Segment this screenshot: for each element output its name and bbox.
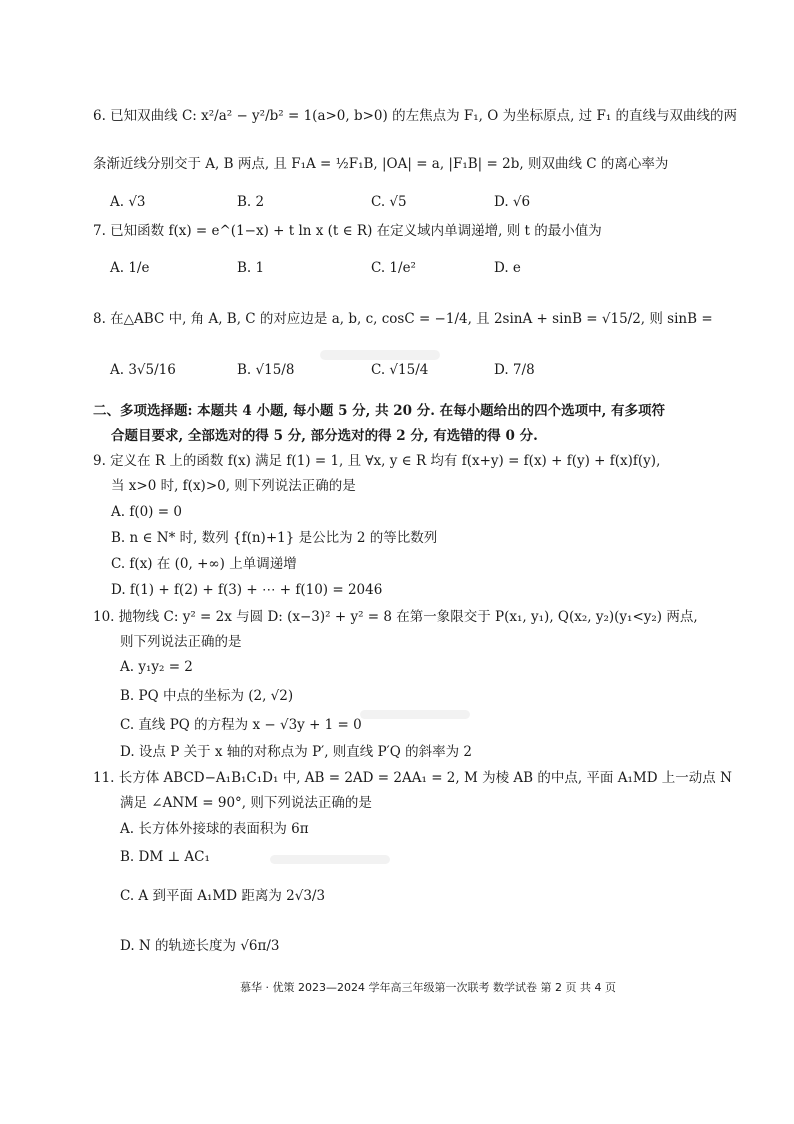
q9-stem-line2: 当 x>0 时, f(x)>0, 则下列说法正确的是 — [111, 478, 356, 494]
q11-stem-line2: 满足 ∠ANM = 90°, 则下列说法正确的是 — [120, 795, 372, 811]
scan-smudge — [360, 710, 470, 719]
q11-option-b: B. DM ⊥ AC₁ — [120, 849, 210, 865]
q10-option-a: A. y₁y₂ = 2 — [120, 659, 193, 675]
q7-option-a: A. 1/e — [110, 260, 150, 276]
q6-option-c: C. √5 — [371, 194, 407, 210]
section2-heading-line2: 合题目要求, 全部选对的得 5 分, 部分选对的得 2 分, 有选错的得 0 分. — [111, 428, 538, 444]
q10-option-c: C. 直线 PQ 的方程为 x − √3y + 1 = 0 — [120, 717, 362, 733]
q7-option-d: D. e — [494, 260, 521, 276]
q8-option-d: D. 7/8 — [494, 362, 535, 378]
q6-option-d: D. √6 — [494, 194, 531, 210]
q10-stem-line2: 则下列说法正确的是 — [120, 634, 242, 650]
scan-smudge — [270, 855, 390, 864]
scan-smudge — [320, 350, 440, 360]
q11-option-c: C. A 到平面 A₁MD 距离为 2√3/3 — [120, 888, 326, 904]
section2-heading-line1: 二、多项选择题: 本题共 4 小题, 每小题 5 分, 共 20 分. 在每小题给出的四个选项中, 有多项符 — [93, 403, 666, 419]
q11-option-d: D. N 的轨迹长度为 √6π/3 — [120, 938, 280, 954]
q10-option-b: B. PQ 中点的坐标为 (2, √2) — [120, 688, 294, 704]
q8-option-b: B. √15/8 — [237, 362, 295, 378]
q9-option-d: D. f(1) + f(2) + f(3) + ⋯ + f(10) = 2046 — [111, 582, 383, 598]
q7-option-c: C. 1/e² — [371, 260, 416, 276]
q7-stem: 7. 已知函数 f(x) = e^(1−x) + t ln x (t ∈ R) 在定义域内单调递增, 则 t 的最小值为 — [93, 223, 602, 239]
q7-option-b: B. 1 — [237, 260, 265, 276]
q9-option-c: C. f(x) 在 (0, +∞) 上单调递增 — [111, 556, 297, 572]
q11-stem-line1: 11. 长方体 ABCD−A₁B₁C₁D₁ 中, AB = 2AD = 2AA₁ = 2, M 为棱 AB 的中点, 平面 A₁MD 上一动点 N — [93, 770, 732, 786]
page-footer: 慕华 · 优策 2023—2024 学年高三年级第一次联考 数学试卷 第 2 页 共 4 页 — [240, 981, 616, 994]
q6-stem-line1: 6. 已知双曲线 C: x²/a² − y²/b² = 1(a>0, b>0) 的左焦点为 F₁, O 为坐标原点, 过 F₁ 的直线与双曲线的两 — [93, 108, 738, 124]
q10-stem-line1: 10. 抛物线 C: y² = 2x 与圆 D: (x−3)² + y² = 8 在第一象限交于 P(x₁, y₁), Q(x₂, y₂)(y₁<y₂) 两点, — [93, 609, 698, 625]
q6-stem-line2: 条渐近线分别交于 A, B 两点, 且 F₁A = ½F₁B, |OA| = a, |F₁B| = 2b, 则双曲线 C 的离心率为 — [93, 156, 669, 172]
q8-option-a: A. 3√5/16 — [110, 362, 176, 378]
q8-option-c: C. √15/4 — [371, 362, 429, 378]
q9-stem-line1: 9. 定义在 R 上的函数 f(x) 满足 f(1) = 1, 且 ∀x, y ∈ R 均有 f(x+y) = f(x) + f(y) + f(x)f(y), — [93, 453, 661, 469]
q9-option-a: A. f(0) = 0 — [111, 504, 182, 520]
q6-option-a: A. √3 — [110, 194, 146, 210]
q8-stem: 8. 在△ABC 中, 角 A, B, C 的对应边是 a, b, c, cosC = −1/4, 且 2sinA + sinB = √15/2, 则 sinB = — [93, 311, 713, 327]
q6-option-b: B. 2 — [237, 194, 265, 210]
q10-option-d: D. 设点 P 关于 x 轴的对称点为 P′, 则直线 P′Q 的斜率为 2 — [120, 744, 472, 760]
q9-option-b: B. n ∈ N* 时, 数列 {f(n)+1} 是公比为 2 的等比数列 — [111, 530, 438, 546]
q11-option-a: A. 长方体外接球的表面积为 6π — [120, 821, 309, 837]
